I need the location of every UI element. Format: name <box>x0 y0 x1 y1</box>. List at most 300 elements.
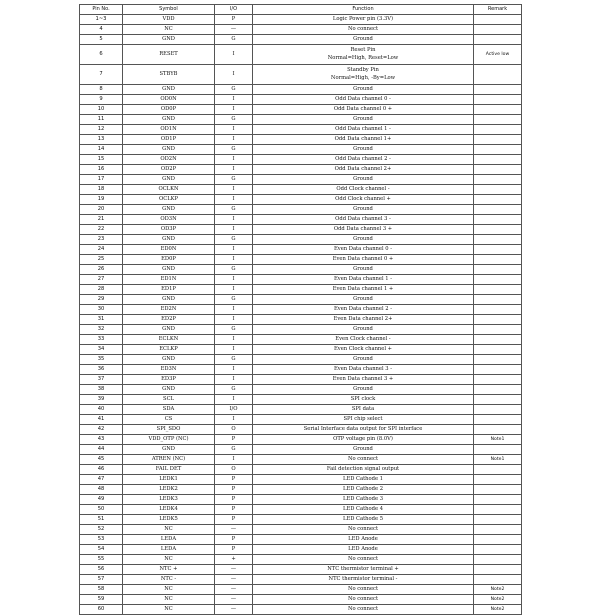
table-row <box>80 235 522 245</box>
cell-remark <box>474 85 522 95</box>
cell-function: LED Anode <box>253 535 474 545</box>
cell-io: I <box>215 275 253 285</box>
cell-io: — <box>215 605 253 615</box>
cell-pin-no: 14 <box>80 145 123 155</box>
cell-function: LED Cathode 5 <box>253 515 474 525</box>
cell-function: No connect <box>253 585 474 595</box>
cell-io: — <box>215 575 253 585</box>
cell-symbol: GND <box>123 145 215 155</box>
cell-symbol: NC <box>123 585 215 595</box>
table-row <box>80 285 522 295</box>
table-row <box>80 85 522 95</box>
table-row <box>80 225 522 235</box>
cell-symbol: LEDA <box>123 535 215 545</box>
cell-remark <box>474 15 522 25</box>
cell-io: I <box>215 395 253 405</box>
table-row <box>80 395 522 405</box>
cell-io: I <box>215 195 253 205</box>
cell-io: G <box>215 145 253 155</box>
table-row <box>80 145 522 155</box>
cell-function: No connect <box>253 25 474 35</box>
cell-remark: Note2 <box>474 605 522 615</box>
cell-remark <box>474 565 522 575</box>
cell-io: I <box>215 285 253 295</box>
cell-function: Ground <box>253 385 474 395</box>
cell-function: Even Data channel 2 - <box>253 305 474 315</box>
cell-pin-no: 27 <box>80 275 123 285</box>
cell-pin-no: 32 <box>80 325 123 335</box>
cell-pin-no: 60 <box>80 605 123 615</box>
cell-remark: Note1 <box>474 455 522 465</box>
cell-function: Ground <box>253 145 474 155</box>
cell-symbol: ED1P <box>123 285 215 295</box>
cell-symbol: SPI_SDO <box>123 425 215 435</box>
cell-symbol: NTC + <box>123 565 215 575</box>
table-row <box>80 135 522 145</box>
cell-function: Even Data channel 3 + <box>253 375 474 385</box>
cell-symbol: LEDK4 <box>123 505 215 515</box>
table-row <box>80 185 522 195</box>
cell-io: O <box>215 425 253 435</box>
cell-function: Reset Pin Normal=High, Reset=Low <box>253 45 474 65</box>
cell-pin-no: 41 <box>80 415 123 425</box>
cell-function: No connect <box>253 605 474 615</box>
cell-pin-no: 36 <box>80 365 123 375</box>
cell-function: Odd Data channel 0 - <box>253 95 474 105</box>
cell-io: I/O <box>215 405 253 415</box>
cell-remark <box>474 185 522 195</box>
table-row <box>80 455 522 465</box>
cell-function: No connect <box>253 525 474 535</box>
cell-symbol: GND <box>123 175 215 185</box>
cell-pin-no: 56 <box>80 565 123 575</box>
cell-symbol: GND <box>123 385 215 395</box>
cell-remark <box>474 125 522 135</box>
cell-function: Odd Clock channel + <box>253 195 474 205</box>
cell-pin-no: 30 <box>80 305 123 315</box>
cell-symbol: LEDK5 <box>123 515 215 525</box>
cell-symbol: ED0P <box>123 255 215 265</box>
cell-io: I <box>215 185 253 195</box>
cell-pin-no: 25 <box>80 255 123 265</box>
cell-function: Even Data channel 2+ <box>253 315 474 325</box>
cell-pin-no: 43 <box>80 435 123 445</box>
cell-remark <box>474 365 522 375</box>
cell-io: I <box>215 165 253 175</box>
cell-pin-no: 11 <box>80 115 123 125</box>
cell-pin-no: 48 <box>80 485 123 495</box>
table-row <box>80 215 522 225</box>
cell-function: Ground <box>253 115 474 125</box>
table-row <box>80 545 522 555</box>
cell-pin-no: 55 <box>80 555 123 565</box>
cell-function: Logic Power pin (3.3V) <box>253 15 474 25</box>
cell-symbol: ECLKN <box>123 335 215 345</box>
cell-pin-no: 33 <box>80 335 123 345</box>
cell-io: G <box>215 445 253 455</box>
cell-pin-no: 52 <box>80 525 123 535</box>
table-row <box>80 535 522 545</box>
table-row <box>80 35 522 45</box>
cell-remark <box>474 405 522 415</box>
cell-remark: Note2 <box>474 585 522 595</box>
cell-io: I <box>215 95 253 105</box>
cell-pin-no: 37 <box>80 375 123 385</box>
cell-io: G <box>215 295 253 305</box>
cell-remark <box>474 345 522 355</box>
table-row <box>80 605 522 615</box>
cell-symbol: GND <box>123 35 215 45</box>
cell-pin-no: 38 <box>80 385 123 395</box>
cell-function: Even Data channel 1 - <box>253 275 474 285</box>
cell-function: Odd Data channel 3 + <box>253 225 474 235</box>
cell-io: I <box>215 45 253 65</box>
cell-symbol: LEDK3 <box>123 495 215 505</box>
cell-symbol: NC <box>123 605 215 615</box>
table-row <box>80 575 522 585</box>
cell-remark: Note2 <box>474 595 522 605</box>
cell-symbol: GND <box>123 445 215 455</box>
cell-remark <box>474 535 522 545</box>
cell-function: No connect <box>253 555 474 565</box>
cell-function: Ground <box>253 265 474 275</box>
cell-symbol: NTC - <box>123 575 215 585</box>
table-row <box>80 445 522 455</box>
table-row <box>80 115 522 125</box>
cell-symbol: GND <box>123 325 215 335</box>
table-row <box>80 505 522 515</box>
cell-pin-no: 44 <box>80 445 123 455</box>
cell-function: Even Data channel 1 + <box>253 285 474 295</box>
cell-pin-no: 13 <box>80 135 123 145</box>
cell-remark <box>474 155 522 165</box>
table-row <box>80 515 522 525</box>
cell-io: P <box>215 475 253 485</box>
cell-remark <box>474 355 522 365</box>
cell-function: Even Data channel 0 - <box>253 245 474 255</box>
cell-symbol: NC <box>123 595 215 605</box>
table-row <box>80 325 522 335</box>
table-row <box>80 95 522 105</box>
cell-pin-no: 34 <box>80 345 123 355</box>
cell-io: I <box>215 345 253 355</box>
cell-function: Odd Data channel 1 - <box>253 125 474 135</box>
cell-function: Odd Clock channel - <box>253 185 474 195</box>
table-row <box>80 565 522 575</box>
cell-io: P <box>215 495 253 505</box>
cell-symbol: SDA <box>123 405 215 415</box>
cell-pin-no: 6 <box>80 45 123 65</box>
cell-io: I <box>215 135 253 145</box>
cell-function: Odd Data channel 2 - <box>253 155 474 165</box>
table-row <box>80 475 522 485</box>
cell-symbol: ED3N <box>123 365 215 375</box>
cell-function: Ground <box>253 205 474 215</box>
cell-remark <box>474 35 522 45</box>
table-row <box>80 315 522 325</box>
cell-io: I <box>215 245 253 255</box>
cell-remark <box>474 555 522 565</box>
cell-pin-no: 58 <box>80 585 123 595</box>
cell-remark: Note1 <box>474 435 522 445</box>
cell-function: Even Data channel 3 - <box>253 365 474 375</box>
cell-symbol: ED0N <box>123 245 215 255</box>
cell-remark <box>474 165 522 175</box>
cell-symbol: ED2N <box>123 305 215 315</box>
cell-symbol: OD1N <box>123 125 215 135</box>
table-row <box>80 105 522 115</box>
cell-io: — <box>215 525 253 535</box>
table-row <box>80 45 522 65</box>
cell-pin-no: 49 <box>80 495 123 505</box>
cell-symbol: SCL <box>123 395 215 405</box>
cell-function: Ground <box>253 445 474 455</box>
cell-function: NTC thermistor terminal - <box>253 575 474 585</box>
cell-remark <box>474 495 522 505</box>
cell-io: I <box>215 105 253 115</box>
table-row <box>80 175 522 185</box>
table-row <box>80 295 522 305</box>
table-row <box>80 265 522 275</box>
cell-remark <box>474 95 522 105</box>
cell-remark <box>474 25 522 35</box>
cell-symbol: OD0P <box>123 105 215 115</box>
cell-io: I <box>215 335 253 345</box>
cell-io: G <box>215 205 253 215</box>
cell-io: G <box>215 85 253 95</box>
cell-pin-no: 24 <box>80 245 123 255</box>
table-row <box>80 435 522 445</box>
cell-pin-no: 5 <box>80 35 123 45</box>
cell-symbol: OCLKP <box>123 195 215 205</box>
cell-remark <box>474 65 522 85</box>
cell-pin-no: 40 <box>80 405 123 415</box>
cell-symbol: OD1P <box>123 135 215 145</box>
table-row <box>80 375 522 385</box>
cell-pin-no: 46 <box>80 465 123 475</box>
cell-io: I <box>215 65 253 85</box>
cell-pin-no: 21 <box>80 215 123 225</box>
cell-remark <box>474 105 522 115</box>
cell-io: P <box>215 15 253 25</box>
cell-pin-no: 53 <box>80 535 123 545</box>
cell-io: G <box>215 265 253 275</box>
table-row <box>80 495 522 505</box>
table-row <box>80 255 522 265</box>
cell-pin-no: 4 <box>80 25 123 35</box>
cell-io: I <box>215 315 253 325</box>
table-row <box>80 335 522 345</box>
cell-symbol: FAIL DET <box>123 465 215 475</box>
cell-io: + <box>215 555 253 565</box>
cell-remark <box>474 175 522 185</box>
cell-pin-no: 9 <box>80 95 123 105</box>
cell-pin-no: 31 <box>80 315 123 325</box>
pin-assignment-table <box>79 4 522 615</box>
cell-remark <box>474 215 522 225</box>
cell-pin-no: 12 <box>80 125 123 135</box>
cell-remark: Active low <box>474 45 522 65</box>
cell-remark <box>474 385 522 395</box>
cell-io: I <box>215 215 253 225</box>
cell-remark <box>474 335 522 345</box>
cell-io: G <box>215 355 253 365</box>
cell-remark <box>474 525 522 535</box>
table-row <box>80 585 522 595</box>
cell-symbol: OD0N <box>123 95 215 105</box>
table-row <box>80 165 522 175</box>
cell-remark <box>474 115 522 125</box>
cell-pin-no: 26 <box>80 265 123 275</box>
cell-pin-no: 17 <box>80 175 123 185</box>
table-row <box>80 205 522 215</box>
table-row <box>80 555 522 565</box>
cell-remark <box>474 425 522 435</box>
cell-symbol: OD3N <box>123 215 215 225</box>
cell-remark <box>474 465 522 475</box>
cell-remark <box>474 265 522 275</box>
cell-io: I <box>215 415 253 425</box>
cell-symbol: GND <box>123 85 215 95</box>
table-row <box>80 25 522 35</box>
cell-pin-no: 7 <box>80 65 123 85</box>
cell-symbol: GND <box>123 115 215 125</box>
header-row <box>80 5 522 15</box>
cell-function: Even Clock channel + <box>253 345 474 355</box>
cell-symbol: LEDA <box>123 545 215 555</box>
cell-remark <box>474 445 522 455</box>
table-row <box>80 405 522 415</box>
cell-io: — <box>215 25 253 35</box>
cell-symbol: ED3P <box>123 375 215 385</box>
cell-function: Ground <box>253 85 474 95</box>
cell-pin-no: 51 <box>80 515 123 525</box>
cell-remark <box>474 325 522 335</box>
cell-io: I <box>215 125 253 135</box>
cell-io: G <box>215 325 253 335</box>
cell-pin-no: 59 <box>80 595 123 605</box>
cell-io: I <box>215 455 253 465</box>
cell-remark <box>474 545 522 555</box>
cell-symbol: ED1N <box>123 275 215 285</box>
cell-io: I <box>215 305 253 315</box>
cell-symbol: ATREN (NC) <box>123 455 215 465</box>
cell-function: Ground <box>253 295 474 305</box>
table-row <box>80 465 522 475</box>
cell-io: P <box>215 505 253 515</box>
cell-pin-no: 54 <box>80 545 123 555</box>
cell-function: Odd Data channel 2+ <box>253 165 474 175</box>
cell-remark <box>474 315 522 325</box>
cell-function: Serial Interface data output for SPI interface <box>253 425 474 435</box>
cell-remark <box>474 205 522 215</box>
cell-symbol: VDD_OTP (NC) <box>123 435 215 445</box>
cell-pin-no: 47 <box>80 475 123 485</box>
cell-pin-no: 16 <box>80 165 123 175</box>
header-io: I/O <box>215 5 253 15</box>
cell-io: I <box>215 365 253 375</box>
cell-pin-no: 20 <box>80 205 123 215</box>
cell-io: O <box>215 465 253 475</box>
cell-io: G <box>215 235 253 245</box>
cell-io: G <box>215 35 253 45</box>
cell-symbol: GND <box>123 355 215 365</box>
cell-symbol: ECLKP <box>123 345 215 355</box>
cell-symbol: OD2P <box>123 165 215 175</box>
cell-io: G <box>215 175 253 185</box>
cell-remark <box>474 145 522 155</box>
cell-io: P <box>215 485 253 495</box>
cell-function: Standby Pin Normal=High, -By=Low <box>253 65 474 85</box>
cell-function: Odd Data channel 3 - <box>253 215 474 225</box>
cell-pin-no: 57 <box>80 575 123 585</box>
cell-pin-no: 42 <box>80 425 123 435</box>
cell-pin-no: 28 <box>80 285 123 295</box>
cell-function: Fail detection signal output <box>253 465 474 475</box>
cell-function: Ground <box>253 355 474 365</box>
cell-symbol: CS <box>123 415 215 425</box>
table-row <box>80 415 522 425</box>
cell-pin-no: 22 <box>80 225 123 235</box>
cell-function: LED Cathode 1 <box>253 475 474 485</box>
cell-symbol: LEDK1 <box>123 475 215 485</box>
table-row <box>80 525 522 535</box>
cell-io: P <box>215 435 253 445</box>
cell-io: I <box>215 225 253 235</box>
cell-function: Odd Data channel 1+ <box>253 135 474 145</box>
cell-io: G <box>215 115 253 125</box>
cell-function: SPI chip select <box>253 415 474 425</box>
table-row <box>80 425 522 435</box>
cell-io: G <box>215 385 253 395</box>
cell-symbol: VDD <box>123 15 215 25</box>
cell-symbol: GND <box>123 265 215 275</box>
cell-io: P <box>215 545 253 555</box>
table-row <box>80 125 522 135</box>
cell-function: Ground <box>253 235 474 245</box>
cell-pin-no: 1~3 <box>80 15 123 25</box>
cell-remark <box>474 515 522 525</box>
cell-symbol: OCLKN <box>123 185 215 195</box>
header-remark: Remark <box>474 5 522 15</box>
cell-pin-no: 50 <box>80 505 123 515</box>
table-row <box>80 365 522 375</box>
table-row <box>80 485 522 495</box>
cell-function: Ground <box>253 325 474 335</box>
cell-symbol: GND <box>123 205 215 215</box>
cell-remark <box>474 475 522 485</box>
cell-remark <box>474 255 522 265</box>
cell-io: — <box>215 595 253 605</box>
cell-io: P <box>215 515 253 525</box>
cell-pin-no: 29 <box>80 295 123 305</box>
cell-symbol: OD3P <box>123 225 215 235</box>
cell-remark <box>474 415 522 425</box>
cell-symbol: OD2N <box>123 155 215 165</box>
table-row <box>80 15 522 25</box>
cell-pin-no: 35 <box>80 355 123 365</box>
table-row <box>80 155 522 165</box>
cell-symbol: STBYB <box>123 65 215 85</box>
cell-io: I <box>215 155 253 165</box>
cell-pin-no: 18 <box>80 185 123 195</box>
table-row <box>80 355 522 365</box>
cell-function: SPI clock <box>253 395 474 405</box>
cell-pin-no: 45 <box>80 455 123 465</box>
cell-io: I <box>215 255 253 265</box>
cell-function: LED Cathode 3 <box>253 495 474 505</box>
cell-function: OTP voltage pin (8.0V) <box>253 435 474 445</box>
